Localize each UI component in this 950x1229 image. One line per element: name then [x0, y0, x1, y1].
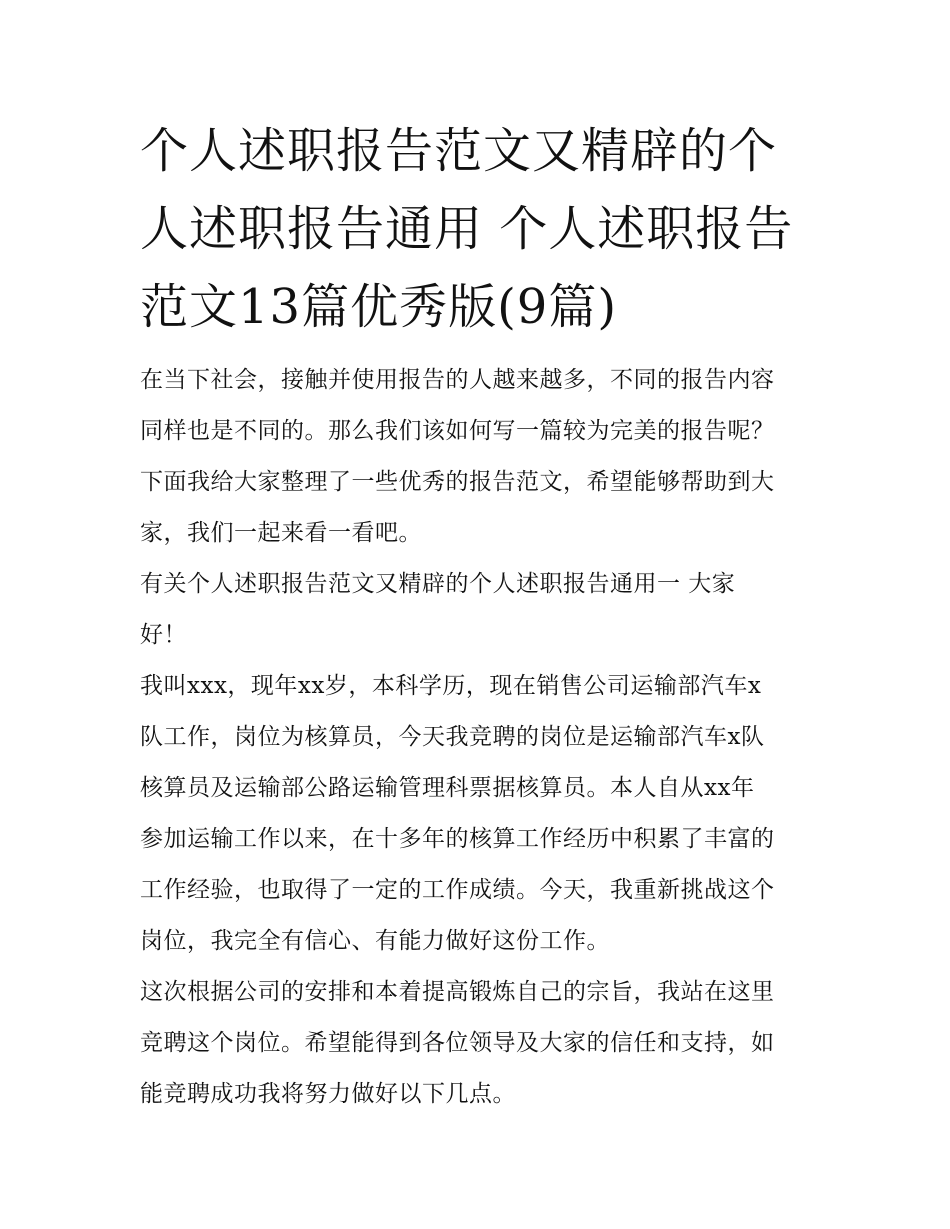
text-line: 岗位，我完全有信心、有能力做好这份工作。 — [140, 928, 610, 954]
document-title — [140, 112, 820, 346]
text-line: 家，我们一起来看一看吧。 — [140, 520, 422, 546]
text-line: 队工作，岗位为核算员，今天我竞聘的岗位是运输部汽车x队 — [140, 724, 765, 750]
text-line: 好！ — [140, 622, 187, 648]
section-heading-paragraph — [140, 559, 820, 661]
text-line: 能竞聘成功我将努力做好以下几点。 — [140, 1081, 516, 1107]
text-line: 有关个人述职报告范文又精辟的个人述职报告通用一 大家 — [140, 571, 736, 597]
text-line: 竞聘这个岗位。希望能得到各位领导及大家的信任和支持，如 — [140, 1030, 775, 1056]
text-line: 在当下社会，接触并使用报告的人越来越多，不同的报告内容 — [140, 367, 775, 393]
text-line: 这次根据公司的安排和本着提高锻炼自己的宗旨，我站在这里 — [140, 979, 775, 1005]
intro-paragraph — [140, 355, 820, 559]
self-introduction-paragraph — [140, 661, 820, 967]
title-line: 范文13篇优秀版(9篇) — [140, 279, 618, 335]
text-line: 同样也是不同的。那么我们该如何写一篇较为完美的报告呢？ — [140, 418, 775, 444]
text-line: 工作经验，也取得了一定的工作成绩。今天，我重新挑战这个 — [140, 877, 775, 903]
title-line: 人述职报告通用 个人述职报告 — [140, 201, 794, 257]
closing-paragraph — [140, 967, 820, 1120]
document-body — [140, 355, 820, 1120]
text-line: 核算员及运输部公路运输管理科票据核算员。本人自从xx年 — [140, 775, 755, 801]
title-line: 个人述职报告范文又精辟的个 — [140, 123, 778, 179]
text-line: 下面我给大家整理了一些优秀的报告范文，希望能够帮助到大 — [140, 469, 775, 495]
text-line: 我叫xxx，现年xx岁，本科学历，现在销售公司运输部汽车x — [140, 673, 762, 699]
text-line: 参加运输工作以来，在十多年的核算工作经历中积累了丰富的 — [140, 826, 775, 852]
